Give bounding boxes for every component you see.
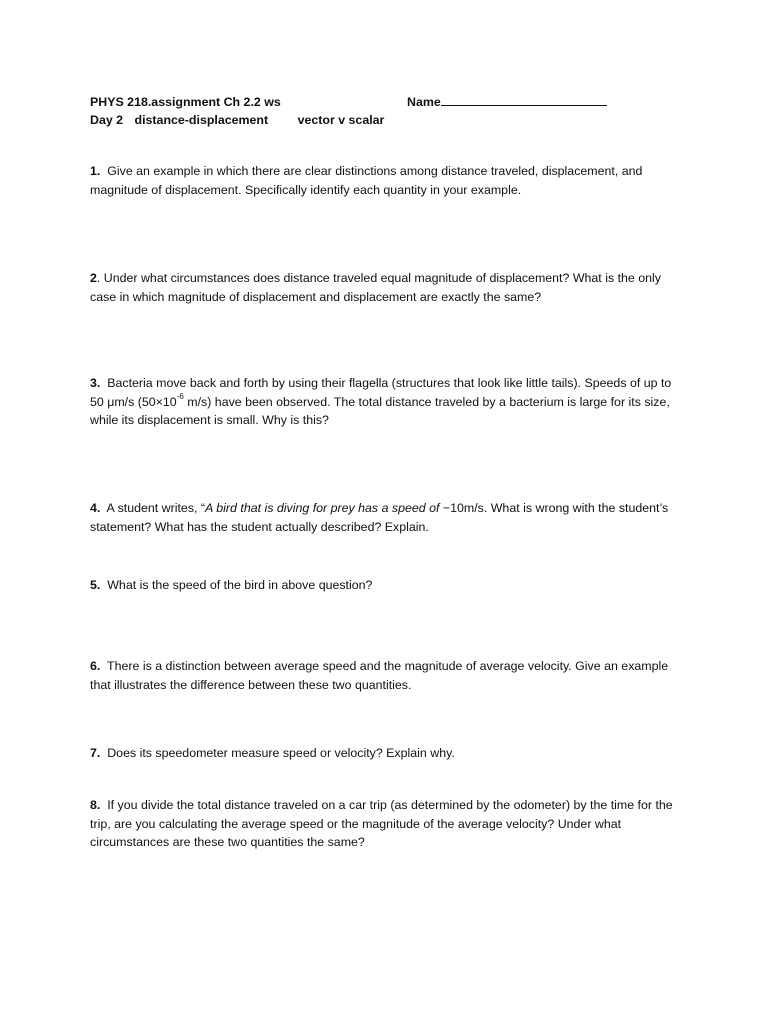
question-5	[90, 576, 680, 595]
question-text-part-a: Bacteria move back and forth by using their flagella (structures that look like little tails). Speeds of up to 50 μm/s (50×10	[90, 376, 672, 409]
course-title: PHYS 218.assignment Ch 2.2 ws	[90, 95, 281, 109]
question-text-part-b: −10m/s. What is wrong with the student’s statement? What has the student actually described? Explain.	[90, 501, 669, 534]
question-text: Does its speedometer measure speed or velocity? Explain why.	[107, 746, 455, 760]
question-8	[90, 796, 680, 852]
exponent: -6	[176, 392, 184, 402]
topic-label: distance-displacement	[134, 113, 269, 127]
question-text: What is the speed of the bird in above question?	[107, 578, 373, 592]
question-number: 6.	[90, 659, 101, 673]
question-number: 8.	[90, 798, 101, 812]
question-text-part-b: m/s) have been observed. The total distance traveled by a bacterium is large for its size, while its displacement is small. Why is this?	[90, 394, 670, 428]
day-label: Day 2	[90, 113, 124, 127]
question-2	[90, 269, 680, 306]
question-4	[90, 499, 680, 536]
question-text-italic: A bird that is diving for prey has a speed of	[205, 501, 440, 515]
question-6	[90, 657, 680, 694]
question-text: Give an example in which there are clear distinctions among distance traveled, displacement, and magnitude of displacement. Specifically identify each quantity in your example.	[90, 164, 643, 197]
question-7	[90, 744, 680, 763]
question-text: . Under what circumstances does distance traveled equal magnitude of displacement? What is the only case in which magnitude of displacement and displacement are exactly the same?	[90, 271, 661, 304]
question-number: 4.	[90, 501, 101, 515]
question-number: 5.	[90, 578, 101, 592]
name-field[interactable]	[407, 93, 607, 112]
question-1	[90, 162, 680, 199]
question-3	[90, 374, 680, 430]
question-number: 1.	[90, 164, 101, 178]
question-number: 7.	[90, 746, 101, 760]
name-label: Name	[407, 95, 441, 109]
worksheet-subtitle	[90, 111, 384, 130]
subtopic-label: vector v scalar	[297, 113, 385, 127]
question-text-part-a: A student writes, “	[106, 501, 206, 515]
question-text: There is a distinction between average speed and the magnitude of average velocity. Give an example that illustrates the difference between these two quantities.	[90, 659, 669, 692]
name-blank-line[interactable]	[441, 93, 607, 106]
question-text: If you divide the total distance traveled on a car trip (as determined by the odometer) by the time for the trip, are you calculating the average speed or the magnitude of the average velocity? Under what circumstances are these two quantities the same?	[90, 798, 673, 850]
question-number: 2	[90, 271, 97, 285]
question-number: 3.	[90, 376, 101, 390]
